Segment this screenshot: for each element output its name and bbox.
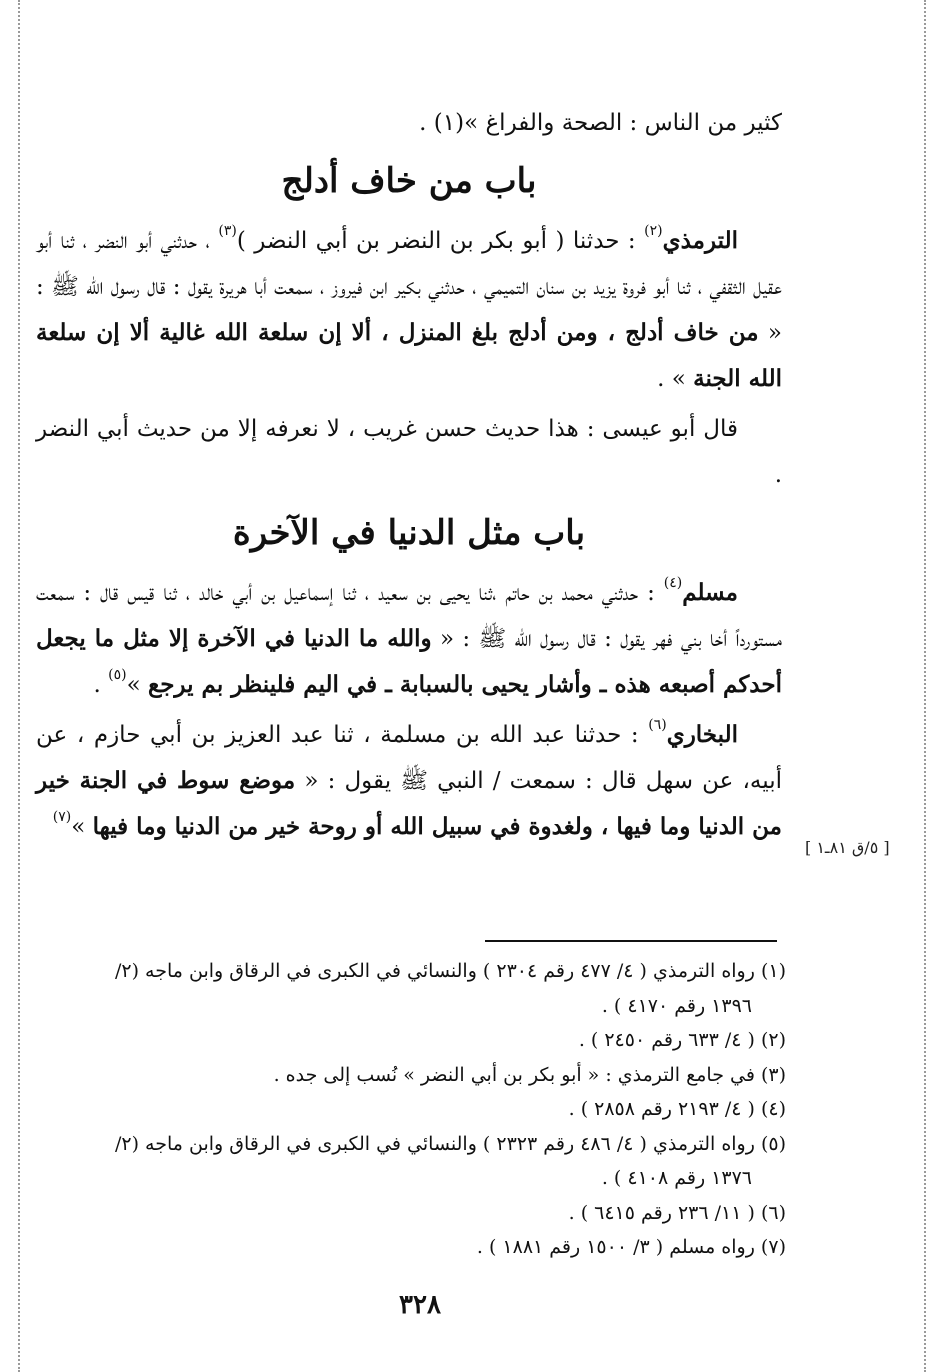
footnote-ref: (٧) — [52, 809, 72, 826]
footnote-1-continued: ١٣٩٦ رقم ٤١٧٠ ) . — [601, 994, 752, 1017]
hadith-paragraph-muslim — [36, 570, 782, 708]
intro-line: كثير من الناس : الصحة والفراغ »(١) . — [419, 110, 782, 136]
hadith-paragraph-tirmidhi — [36, 218, 782, 402]
footnote-ref: (٦) — [648, 717, 667, 734]
narrator-name: الترمذي — [662, 227, 739, 254]
footnote-5: (٥) رواه الترمذي ( ٤/ ٤٨٦ رقم ٢٣٢٣ ) والنسائي في الكبرى في الرقاق وابن ماجه (٢/ — [114, 1132, 786, 1155]
page-body — [36, 100, 782, 850]
hadith-text: موضع سوط في الجنة خير من الدنيا وما فيها ، ولغدوة في سبيل الله أو روحة خير من الدنيا وما فيها — [36, 767, 782, 840]
footnote-7: (٧) رواه مسلم ( ٣/ ١٥٠٠ رقم ١٨٨١ ) . — [476, 1236, 786, 1258]
chapter-title-1: باب من خاف أدلج — [281, 161, 537, 201]
footnote-2: (٢) ( ٤/ ٦٣٣ رقم ٢٤٥٠ ) . — [578, 1029, 786, 1051]
footnote-ref: (٣) — [218, 223, 237, 240]
footnote-4: (٤) ( ٤/ ٢١٩٣ رقم ٢٨٥٨ ) . — [568, 1098, 786, 1120]
narrator-name: البخاري — [666, 721, 738, 748]
page-number: ٣٢٨ — [399, 1290, 441, 1320]
scan-margin-dots-right — [924, 0, 926, 1372]
hadith-text: والله ما الدنيا في الآخرة إلا مثل ما يجعل أحدكم أصبعه هذه ـ وأشار يحيى بالسبابة ـ في اليم فلينظر بم يرجع — [36, 625, 782, 698]
hadith-text: من خاف أدلج ، ومن أدلج بلغ المنزل ، ألا إن سلعة الله غالية ألا إن سلعة الله الجنة — [36, 319, 782, 392]
commentary-paragraph: قال أبو عيسى : هذا حديث حسن غريب ، لا نعرفه إلا من حديث أبي النضر . — [36, 416, 782, 488]
hadith-close: » — [126, 672, 148, 698]
footnote-5-continued: ١٣٧٦ رقم ٤١٠٨ ) . — [601, 1167, 752, 1189]
isnad-text: : حدثنا ( أبو بكر بن النضر بن أبي النضر ) — [236, 228, 645, 254]
isnad-text: ، حدثني أبو النضر ، ثنا أبو عقيل الثقفي ، ثنا أبو فروة يزيد بن سنان التميمي ، حدثني بكير ابن فيروز ، سمعت أبا هريرة يقول : قال رسول الله ﷺ : « — [36, 228, 783, 346]
isnad-text: : حدثنا عبد الله بن مسلمة ، ثنا عبد العزيز بن أبي حازم ، عن أبيه، عن سهل قال : سمعت / النبي ﷺ يقول : « — [36, 722, 782, 794]
footnote-separator — [485, 940, 777, 942]
hadith-close: . — [93, 672, 109, 698]
isnad-text: : حدثني محمد بن حاتم ،ثنا يحيى بن سعيد ، ثنا إسماعيل بن أبي خالد ، ثنا قيس قال : سمعت مستورداً أخا بني فهر يقول : قال رسول الله ﷺ : « — [36, 580, 782, 652]
footnote-ref: (٤) — [663, 575, 683, 592]
footnote-3: (٣) في جامع الترمذي : « أبو بكر بن أبي النضر » نُسب إلى جده . — [273, 1063, 786, 1086]
hadith-paragraph-bukhari — [36, 712, 782, 850]
narrator-name: مسلم — [682, 579, 738, 606]
footnote-ref: (٥) — [108, 667, 127, 684]
footnote-ref: (٢) — [644, 223, 663, 240]
scan-margin-dots-left — [18, 0, 20, 1372]
footnote-1: (١) رواه الترمذي ( ٤/ ٤٧٧ رقم ٢٣٠٤ ) والنسائي في الكبرى في الرقاق وابن ماجه (٢/ — [114, 960, 786, 982]
hadith-close: » — [71, 814, 93, 840]
manuscript-folio-note: [ ٥/ق ٨١ـ١ ] — [805, 838, 890, 857]
hadith-close: » . — [657, 366, 694, 392]
chapter-title-2: باب مثل الدنيا في الآخرة — [232, 513, 586, 553]
footnote-6: (٦) ( ١١/ ٢٣٦ رقم ٦٤١٥ ) . — [568, 1201, 786, 1224]
footnotes — [36, 954, 786, 1265]
